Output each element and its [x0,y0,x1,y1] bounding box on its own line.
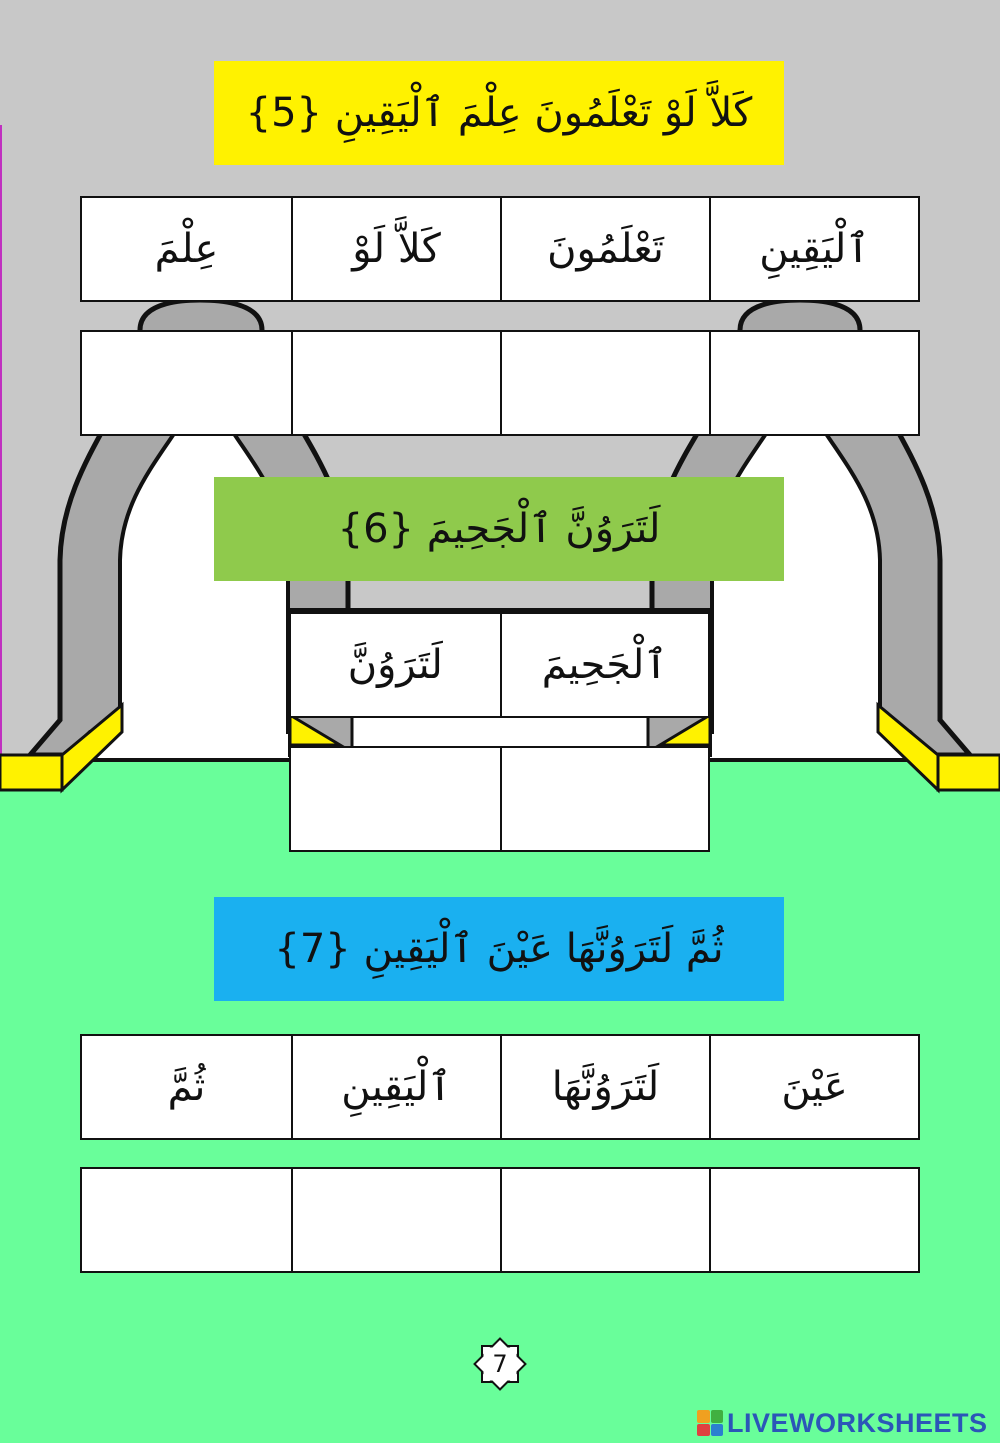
brand-text: LIVEWORKSHEETS [727,1407,988,1438]
right-trim [938,755,1000,790]
answer-slot[interactable] [291,332,500,434]
answer-slot[interactable] [709,332,918,434]
word-card[interactable]: كَلاَّ لَوْ [291,198,500,300]
word-card[interactable]: ٱلْيَقِينِ [291,1036,500,1138]
page-number: 7 [492,1350,508,1378]
verse-6-word-row [289,612,710,718]
verse-7-answer-row [80,1167,920,1273]
verse-5-banner [214,61,784,165]
answer-slot[interactable] [500,1169,709,1271]
answer-slot[interactable] [500,332,709,434]
verse-6-banner [214,477,784,581]
answer-slot[interactable] [500,748,709,850]
verse-6-text: لَتَرَوُنَّ ٱلْجَحِيمَ {6} [337,506,661,552]
answer-slot[interactable] [291,1169,500,1271]
verse-7-banner [214,897,784,1001]
word-card[interactable]: ٱلْجَحِيمَ [500,614,709,716]
answer-slot[interactable] [82,332,291,434]
verse-5-answer-row [80,330,920,436]
word-card[interactable]: تَعْلَمُونَ [500,198,709,300]
verse-6-answer-row [289,746,710,852]
word-card[interactable]: لَتَرَوُنَّ [291,614,500,716]
answer-slot[interactable] [709,1169,918,1271]
word-card[interactable]: عِلْمَ [82,198,291,300]
word-card[interactable]: ٱلْيَقِينِ [709,198,918,300]
word-card[interactable]: لَتَرَوُنَّهَا [500,1036,709,1138]
liveworksheets-brand [697,1408,988,1438]
word-card[interactable]: عَيْنَ [709,1036,918,1138]
verse-5-text: كَلاَّ لَوْ تَعْلَمُونَ عِلْمَ ٱلْيَقِينِ {5} [245,90,753,136]
answer-slot[interactable] [82,1169,291,1271]
liveworksheets-logo-icon [697,1410,723,1436]
verse-7-text: ثُمَّ لَتَرَوُنَّهَا عَيْنَ ٱلْيَقِينِ {7} [274,926,724,972]
verse-5-word-row [80,196,920,302]
answer-slot[interactable] [291,748,500,850]
left-trim [0,755,62,790]
verse-7-word-row [80,1034,920,1140]
page-number-badge [470,1334,530,1394]
word-card[interactable]: ثُمَّ [82,1036,291,1138]
